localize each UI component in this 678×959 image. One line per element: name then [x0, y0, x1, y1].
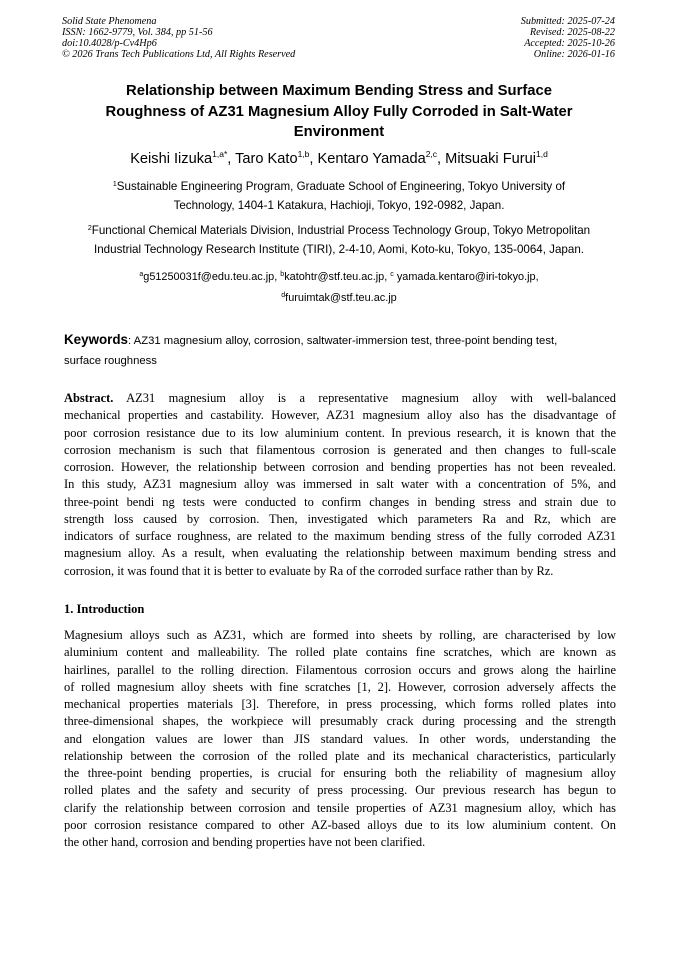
author-list	[62, 149, 616, 169]
abstract-line: magnesium alloy. As a result, when evaluating the relationship between maximum bending stress and	[64, 546, 616, 561]
abstract-line: corrosion, it was found that it is better to evaluate by Ra of the corroded surface rather than by Rz.	[64, 563, 554, 578]
affiliation-1	[62, 177, 616, 216]
keywords-section	[64, 330, 616, 371]
paper-title	[62, 81, 616, 143]
intro-line: the other hand, corrosion and bending properties have not been clarified.	[64, 835, 426, 849]
email-link[interactable]: furuimtak@stf.teu.ac.jp	[285, 292, 397, 304]
affiliation-text: Functional Chemical Materials Division, Industrial Process Technology Group, Tokyo Metropolitan	[91, 224, 591, 237]
title-line: Environment	[293, 124, 385, 140]
author-separator: ,	[227, 151, 236, 167]
abstract-line: three-point bendi ng tests were conducted to confirm changes in bending stress and strain due to	[64, 494, 616, 509]
accepted-date: Accepted: 2025-10-26	[524, 38, 615, 49]
abstract-line: poor corrosion resistance due to its low aluminium content. In previous research, it is known that the	[64, 425, 616, 440]
abstract-line: In this study, AZ31 magnesium alloy was immersed in salt water with a concentration of 5%, and	[64, 477, 616, 492]
affiliation-text: Industrial Technology Research Institute (TIRI), 2-4-10, Aomi, Koto-ku, Tokyo, 135-0064, Japan.	[94, 243, 584, 257]
journal-info	[62, 16, 295, 60]
abstract-section	[64, 390, 616, 580]
email-list	[62, 267, 616, 309]
keywords-text: surface roughness	[64, 354, 157, 367]
author-affiliation-marker: 1,a*	[212, 149, 228, 159]
affiliation-text: Sustainable Engineering Program, Graduate School of Engineering, Tokyo University of	[116, 180, 566, 193]
email-link[interactable]: katohtr@stf.teu.ac.jp,	[284, 271, 391, 283]
author-affiliation-marker: 1,d	[535, 149, 548, 159]
intro-line: of rolled magnesium alloy sheets with fine scratches [1, 2]. However, corrosion adversely affects the	[64, 679, 616, 694]
intro-line: poor corrosion resistance compared to other AZ-based alloys due to its low aluminium content. On	[64, 817, 616, 832]
abstract-label: Abstract.	[64, 391, 114, 405]
abstract-line: indicators of surface roughness, are related to the maximum bending stress of the fully corroded AZ31	[64, 529, 616, 543]
email-marker: c	[390, 271, 394, 278]
author-affiliation-marker: 2,c	[425, 149, 438, 159]
publication-dates	[521, 16, 615, 60]
introduction-section	[64, 627, 616, 851]
abstract-line: Abstract. AZ31 magnesium alloy is a representative magnesium alloy with well-balanced	[64, 391, 616, 405]
revised-date: Revised: 2025-08-22	[529, 27, 615, 38]
intro-line: rolled plates and the safety and security of press processing. Our previous research has begun to	[64, 783, 616, 798]
abstract-line: mechanical properties and castability. However, AZ31 magnesium alloy also has the disadvantage of	[64, 408, 616, 423]
abstract-line: corrosion mechanism is such that filamentous corrosion is generated and then changes to full-scale	[64, 442, 616, 457]
email-marker: a	[139, 271, 144, 278]
intro-line: and elongation values are lower than JIS standard values. In other words, understanding the	[64, 731, 616, 746]
journal-name: Solid State Phenomena	[62, 16, 157, 27]
author-separator: ,	[309, 151, 318, 167]
email-marker: d	[281, 292, 286, 299]
intro-line: the three-point bending properties, is crucial for ensuring both the reliability of magnesium alloy	[64, 766, 616, 780]
affiliation-2	[62, 221, 616, 260]
abstract-line: strength loss caused by corrosion. Then, investigated which parameters Ra and Rz, which are	[64, 511, 616, 526]
intro-line: three-dimensional shapes, the workpiece will presumably crack during processing and the strength	[64, 714, 616, 729]
title-line: Roughness of AZ31 Magnesium Alloy Fully Corroded in Salt-Water	[105, 103, 573, 120]
intro-line: aluminium content and malleability. The rolled plate contains fine scratches, which are known as	[64, 645, 616, 660]
online-date: Online: 2026-01-16	[533, 49, 615, 60]
affiliation-marker: 1	[112, 181, 117, 188]
affiliation-text: Technology, 1404-1 Katakura, Hachioji, Tokyo, 192-0982, Japan.	[173, 199, 505, 213]
journal-issn: ISSN: 1662-9779, Vol. 384, pp 51-56	[62, 27, 213, 38]
intro-line: mechanical properties materials [3]. Therefore, in press processing, which forms rolled plates into	[64, 697, 616, 711]
intro-line: clarify the relationship between corrosion and tensile properties of AZ31 magnesium alloy, which has	[64, 800, 616, 815]
abstract-line: corrosion. However, the relationship between corrosion and bending properties has not been revealed.	[64, 460, 616, 474]
keywords-text: : AZ31 magnesium alloy, corrosion, saltwater-immersion test, three-point bending test,	[128, 335, 558, 347]
section-heading-introduction: 1. Introduction	[64, 602, 145, 616]
journal-copyright: © 2026 Trans Tech Publications Ltd, All Rights Reserved	[62, 49, 296, 60]
affiliation-marker: 2	[87, 225, 92, 232]
email-link[interactable]: g51250031f@edu.teu.ac.jp,	[143, 271, 281, 283]
keywords-label: Keywords	[64, 332, 128, 347]
intro-line: Magnesium alloys such as AZ31, which are formed into sheets by rolling, are characterised by low	[64, 628, 616, 642]
author-name: Mitsuaki Furui	[445, 151, 536, 167]
submitted-date: Submitted: 2025-07-24	[520, 16, 615, 27]
author-name: Taro Kato	[235, 151, 298, 167]
intro-line: hairlines, parallel to the rolling direction. Filamentous corrosion occurs and grows along the hairline	[64, 662, 616, 677]
author-separator: ,	[437, 151, 446, 167]
author-name: Keishi Iizuka	[130, 151, 213, 167]
email-marker: b	[280, 271, 285, 278]
author-name: Kentaro Yamada	[317, 151, 426, 167]
journal-doi[interactable]: doi:10.4028/p-Cv4Hp6	[62, 38, 157, 49]
title-line: Relationship between Maximum Bending Stress and Surface	[126, 83, 552, 99]
intro-line: relationship between the corrosion of the rolled plate and its mechanical characteristics, particularly	[64, 748, 616, 763]
author-affiliation-marker: 1,b	[297, 149, 310, 159]
email-link[interactable]: yamada.kentaro@iri-tokyo.jp,	[396, 271, 539, 283]
